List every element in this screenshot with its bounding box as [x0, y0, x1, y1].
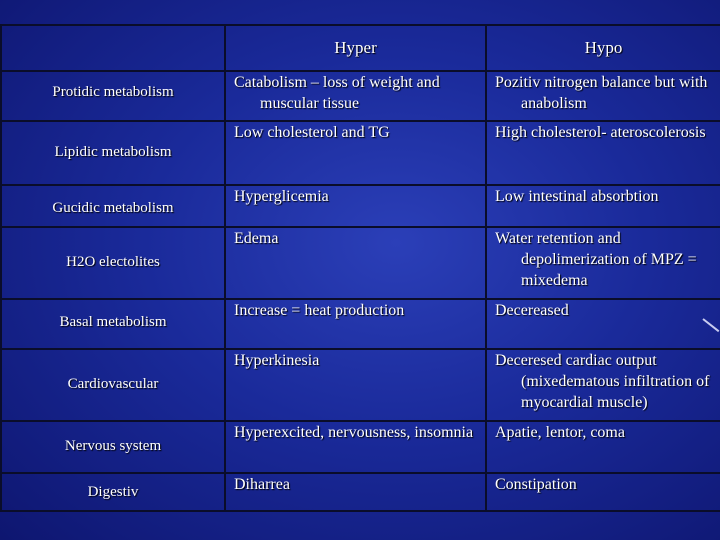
hypo-text: Water retention and depolimerization of MPZ = mixedema [495, 230, 697, 289]
row-label-text: Cardiovascular [67, 376, 159, 392]
hypo-text: Apatie, lentor, coma [495, 424, 625, 441]
hyper-text: Hyperkinesia [234, 352, 320, 369]
row-label-text: H2O electolites [66, 254, 160, 270]
hypo-cell [486, 421, 720, 473]
hyper-cell [225, 473, 486, 511]
hypo-text: Decereased [495, 302, 569, 319]
hypo-text: Pozitiv nitrogen balance but with anabolism [495, 74, 708, 112]
table-row [1, 349, 720, 421]
hypo-cell [486, 473, 720, 511]
row-label-text: Gucidic metabolism [52, 200, 174, 216]
table-row [1, 185, 720, 227]
table-row [1, 473, 720, 511]
row-label [1, 299, 225, 349]
hyper-cell [225, 299, 486, 349]
row-label [1, 227, 225, 299]
row-label-text: Nervous system [64, 438, 162, 454]
hypo-cell [486, 299, 720, 349]
hypo-cell [486, 121, 720, 185]
hypo-cell [486, 349, 720, 421]
hyper-text: Low cholesterol and TG [234, 124, 390, 141]
hyper-cell [225, 71, 486, 121]
hypo-text: Low intestinal absorbtion [495, 188, 659, 205]
hyper-cell [225, 349, 486, 421]
hyper-cell [225, 227, 486, 299]
row-label-text: Protidic metabolism [52, 84, 174, 100]
row-label [1, 421, 225, 473]
hyper-text: Edema [234, 230, 279, 247]
table-row [1, 299, 720, 349]
hyper-text: Diharrea [234, 476, 290, 493]
table-header-row [1, 25, 720, 71]
hypo-text: High cholesterol- ateroscolerosis [495, 124, 706, 141]
table-row [1, 71, 720, 121]
header-hypo: Hypo [486, 25, 720, 71]
row-label [1, 185, 225, 227]
table-row [1, 227, 720, 299]
hypo-cell [486, 185, 720, 227]
header-hyper: Hyper [225, 25, 486, 71]
row-label-text: Lipidic metabolism [54, 144, 172, 160]
hyper-cell [225, 185, 486, 227]
row-label [1, 473, 225, 511]
row-label [1, 349, 225, 421]
comparison-table [0, 24, 720, 512]
table-row [1, 421, 720, 473]
hyper-text: Hyperglicemia [234, 188, 329, 205]
hyper-cell [225, 121, 486, 185]
hyper-cell [225, 421, 486, 473]
hyper-text: Hyperexcited, nervousness, insomnia [234, 424, 474, 441]
hypo-text: Constipation [495, 476, 577, 493]
row-label [1, 121, 225, 185]
row-label-text: Basal metabolism [59, 314, 167, 330]
corner-cell [1, 25, 225, 71]
hyper-text: Catabolism – loss of weight and muscular tissue [234, 74, 440, 112]
row-label-text: Digestiv [87, 484, 139, 500]
table-row [1, 121, 720, 185]
hypo-cell [486, 227, 720, 299]
hypo-cell [486, 71, 720, 121]
hypo-text: Deceresed cardiac output (mixedematous infiltration of myocardial muscle) [495, 352, 710, 411]
hyper-text: Increase = heat production [234, 302, 405, 319]
row-label [1, 71, 225, 121]
